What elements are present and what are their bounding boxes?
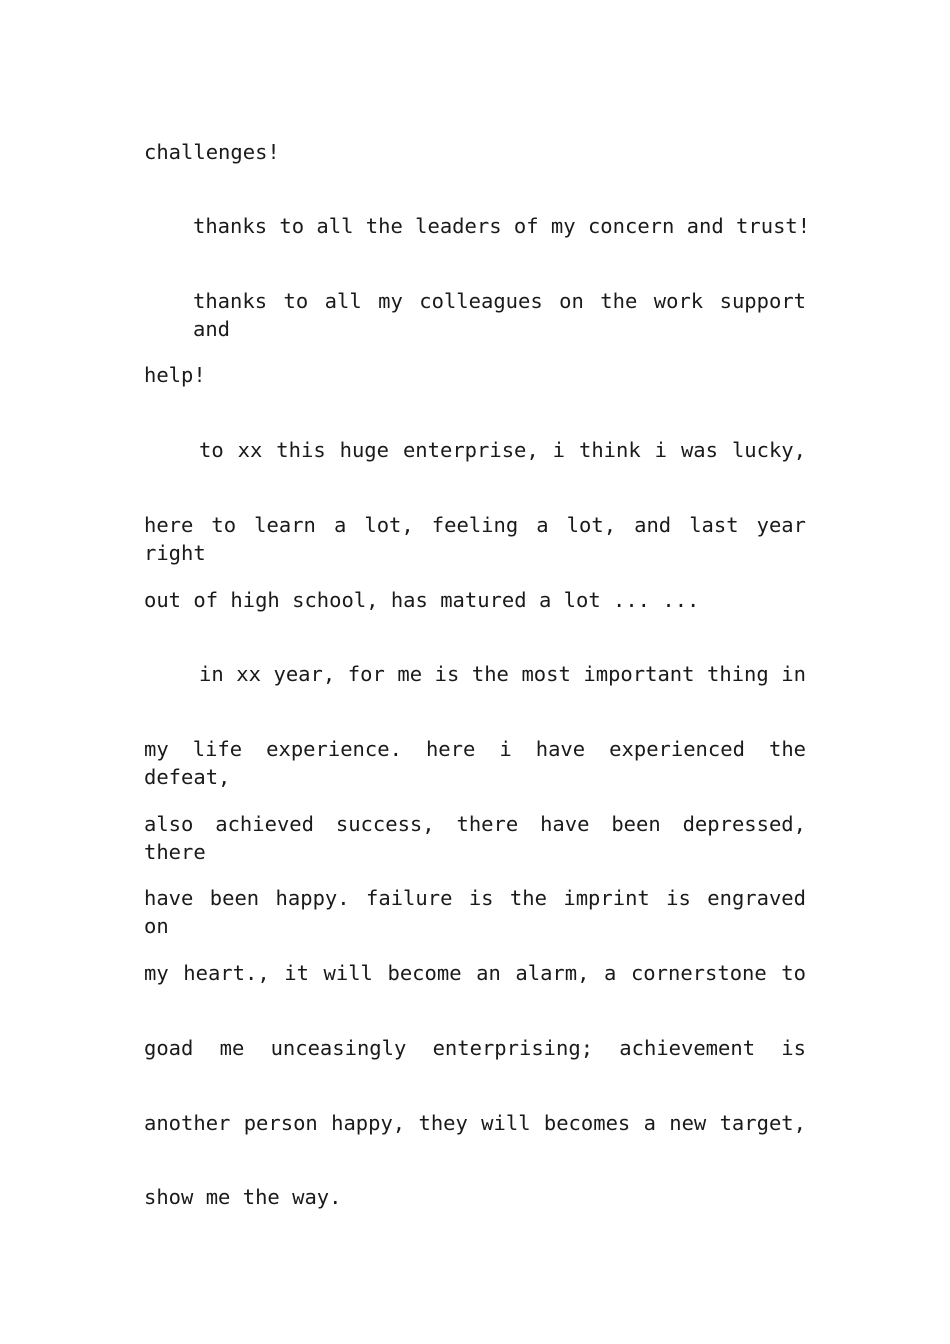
text-line: have been happy. failure is the imprint is engraved on (144, 886, 806, 938)
text-line: thanks to all my colleagues on the work support and (193, 289, 806, 341)
text-line: challenges! (144, 140, 280, 164)
text-line: another person happy, they will becomes a new target, (144, 1111, 806, 1135)
text-line: in xx year, for me is the most important thing in (199, 662, 806, 686)
text-line: thanks to all the leaders of my concern and trust! (193, 214, 811, 238)
text-line: here to learn a lot, feeling a lot, and last year right (144, 513, 806, 565)
text-line: my life experience. here i have experienced the defeat, (144, 737, 806, 789)
text-line: to xx this huge enterprise, i think i was lucky, (199, 438, 806, 462)
text-line: help! (144, 363, 206, 387)
text-line: show me the way. (144, 1185, 342, 1209)
text-line: out of high school, has matured a lot ... ... (144, 588, 700, 612)
text-line: my heart., it will become an alarm, a cornerstone to (144, 961, 806, 985)
text-line: goad me unceasingly enterprising; achievement is (144, 1036, 806, 1060)
text-line: also achieved success, there have been depressed, there (144, 812, 806, 864)
